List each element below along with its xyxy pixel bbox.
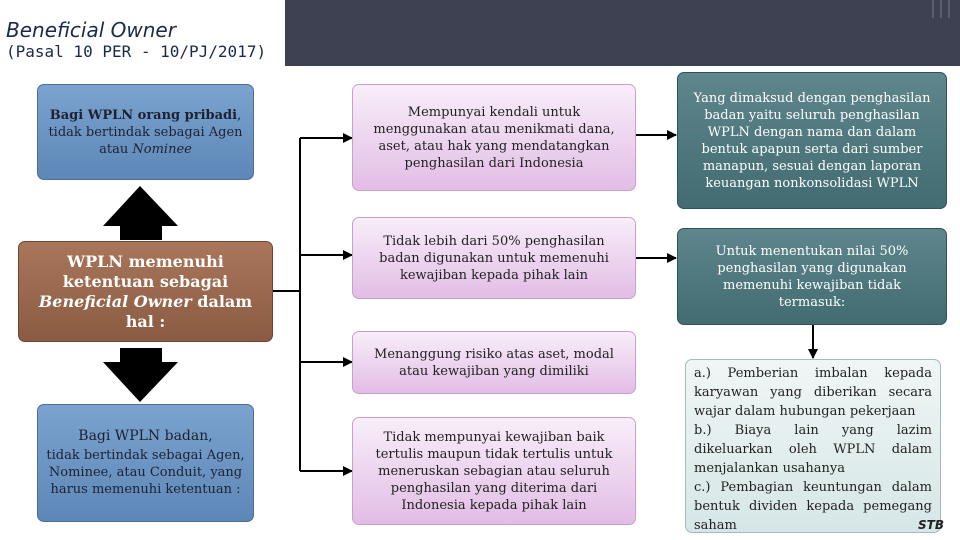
box-determine (677, 228, 947, 325)
condition-text-1: Mempunyai kendali untuk menggunakan atau menikmati dana, aset, atau hak yang mendatangkan penghasilan dari Indonesia (373, 104, 615, 171)
box-wpln-badan (37, 404, 254, 522)
page-subtitle: (Pasal 10 PER - 10/PJ/2017) (6, 42, 267, 61)
determine-text: Untuk menentukan nilai 50% penghasilan yang digunakan memenuhi kewajiban tidak termasuk: (715, 243, 909, 310)
center-italic: Beneficial Owner (38, 291, 192, 311)
center-pre: WPLN memenuhi ketentuan sebagai (62, 251, 229, 291)
condition-box-1 (352, 84, 636, 191)
block-arrow-down (103, 348, 178, 402)
condition-box-4 (352, 417, 636, 525)
badan-rest: tidak bertindak sebagai Agen, Nominee, atau Conduit, yang harus memenuhi ketentuan : (46, 448, 245, 497)
badan-head: Bagi WPLN badan, (78, 428, 213, 444)
box-definition (677, 72, 947, 209)
orang-rest: , tidak bertindak sebagai Agen atau (48, 107, 243, 157)
condition-text-4: Tidak mempunyai kewajiban baik tertulis maupun tidak tertulis untuk meneruskan sebagian atau seluruh penghasilan yang diterima dari Indonesia kepada pihak lain (375, 429, 613, 513)
box-exclusions (685, 359, 941, 533)
condition-box-3 (352, 331, 636, 394)
condition-text-3: Menanggung risiko atas aset, modal atau kewajiban yang dimiliki (374, 346, 614, 379)
exclusion-item-b: b.) Biaya lain yang lazim dikeluarkan oleh WPLN dalam menjalankan usahanya (694, 423, 932, 476)
definition-text: Yang dimaksud dengan penghasilan badan yaitu seluruh penghasilan WPLN dengan nama dan dalam bentuk apapun serta dari sumber manapun, sesuai dengan laporan keuangan nonkonsolidasi WPLN (693, 90, 931, 191)
orang-italic: Nominee (132, 141, 192, 157)
box-wpln-orang-pribadi (37, 84, 254, 180)
orang-bold: Bagi WPLN orang pribadi (49, 107, 238, 123)
condition-text-2: Tidak lebih dari 50% penghasilan badan digunakan untuk memenuhi kewajiban kepada pihak lain (379, 233, 609, 283)
exclusion-item-a: a.) Pemberian imbalan kepada karyawan yang diberikan secara wajar dalam hubungan pekerjaan (694, 366, 932, 419)
page-title: Beneficial Owner (6, 18, 176, 42)
block-arrow-up (103, 186, 178, 240)
stb-logo: STB (918, 518, 944, 532)
exclusion-item-c: c.) Pembagian keuntungan dalam bentuk dividen kepada pemegang saham (694, 480, 932, 533)
bracket-lines (273, 138, 352, 471)
condition-box-2 (352, 217, 636, 299)
box-beneficial-owner-center (18, 241, 273, 342)
center-post: dalam hal : (125, 291, 253, 331)
